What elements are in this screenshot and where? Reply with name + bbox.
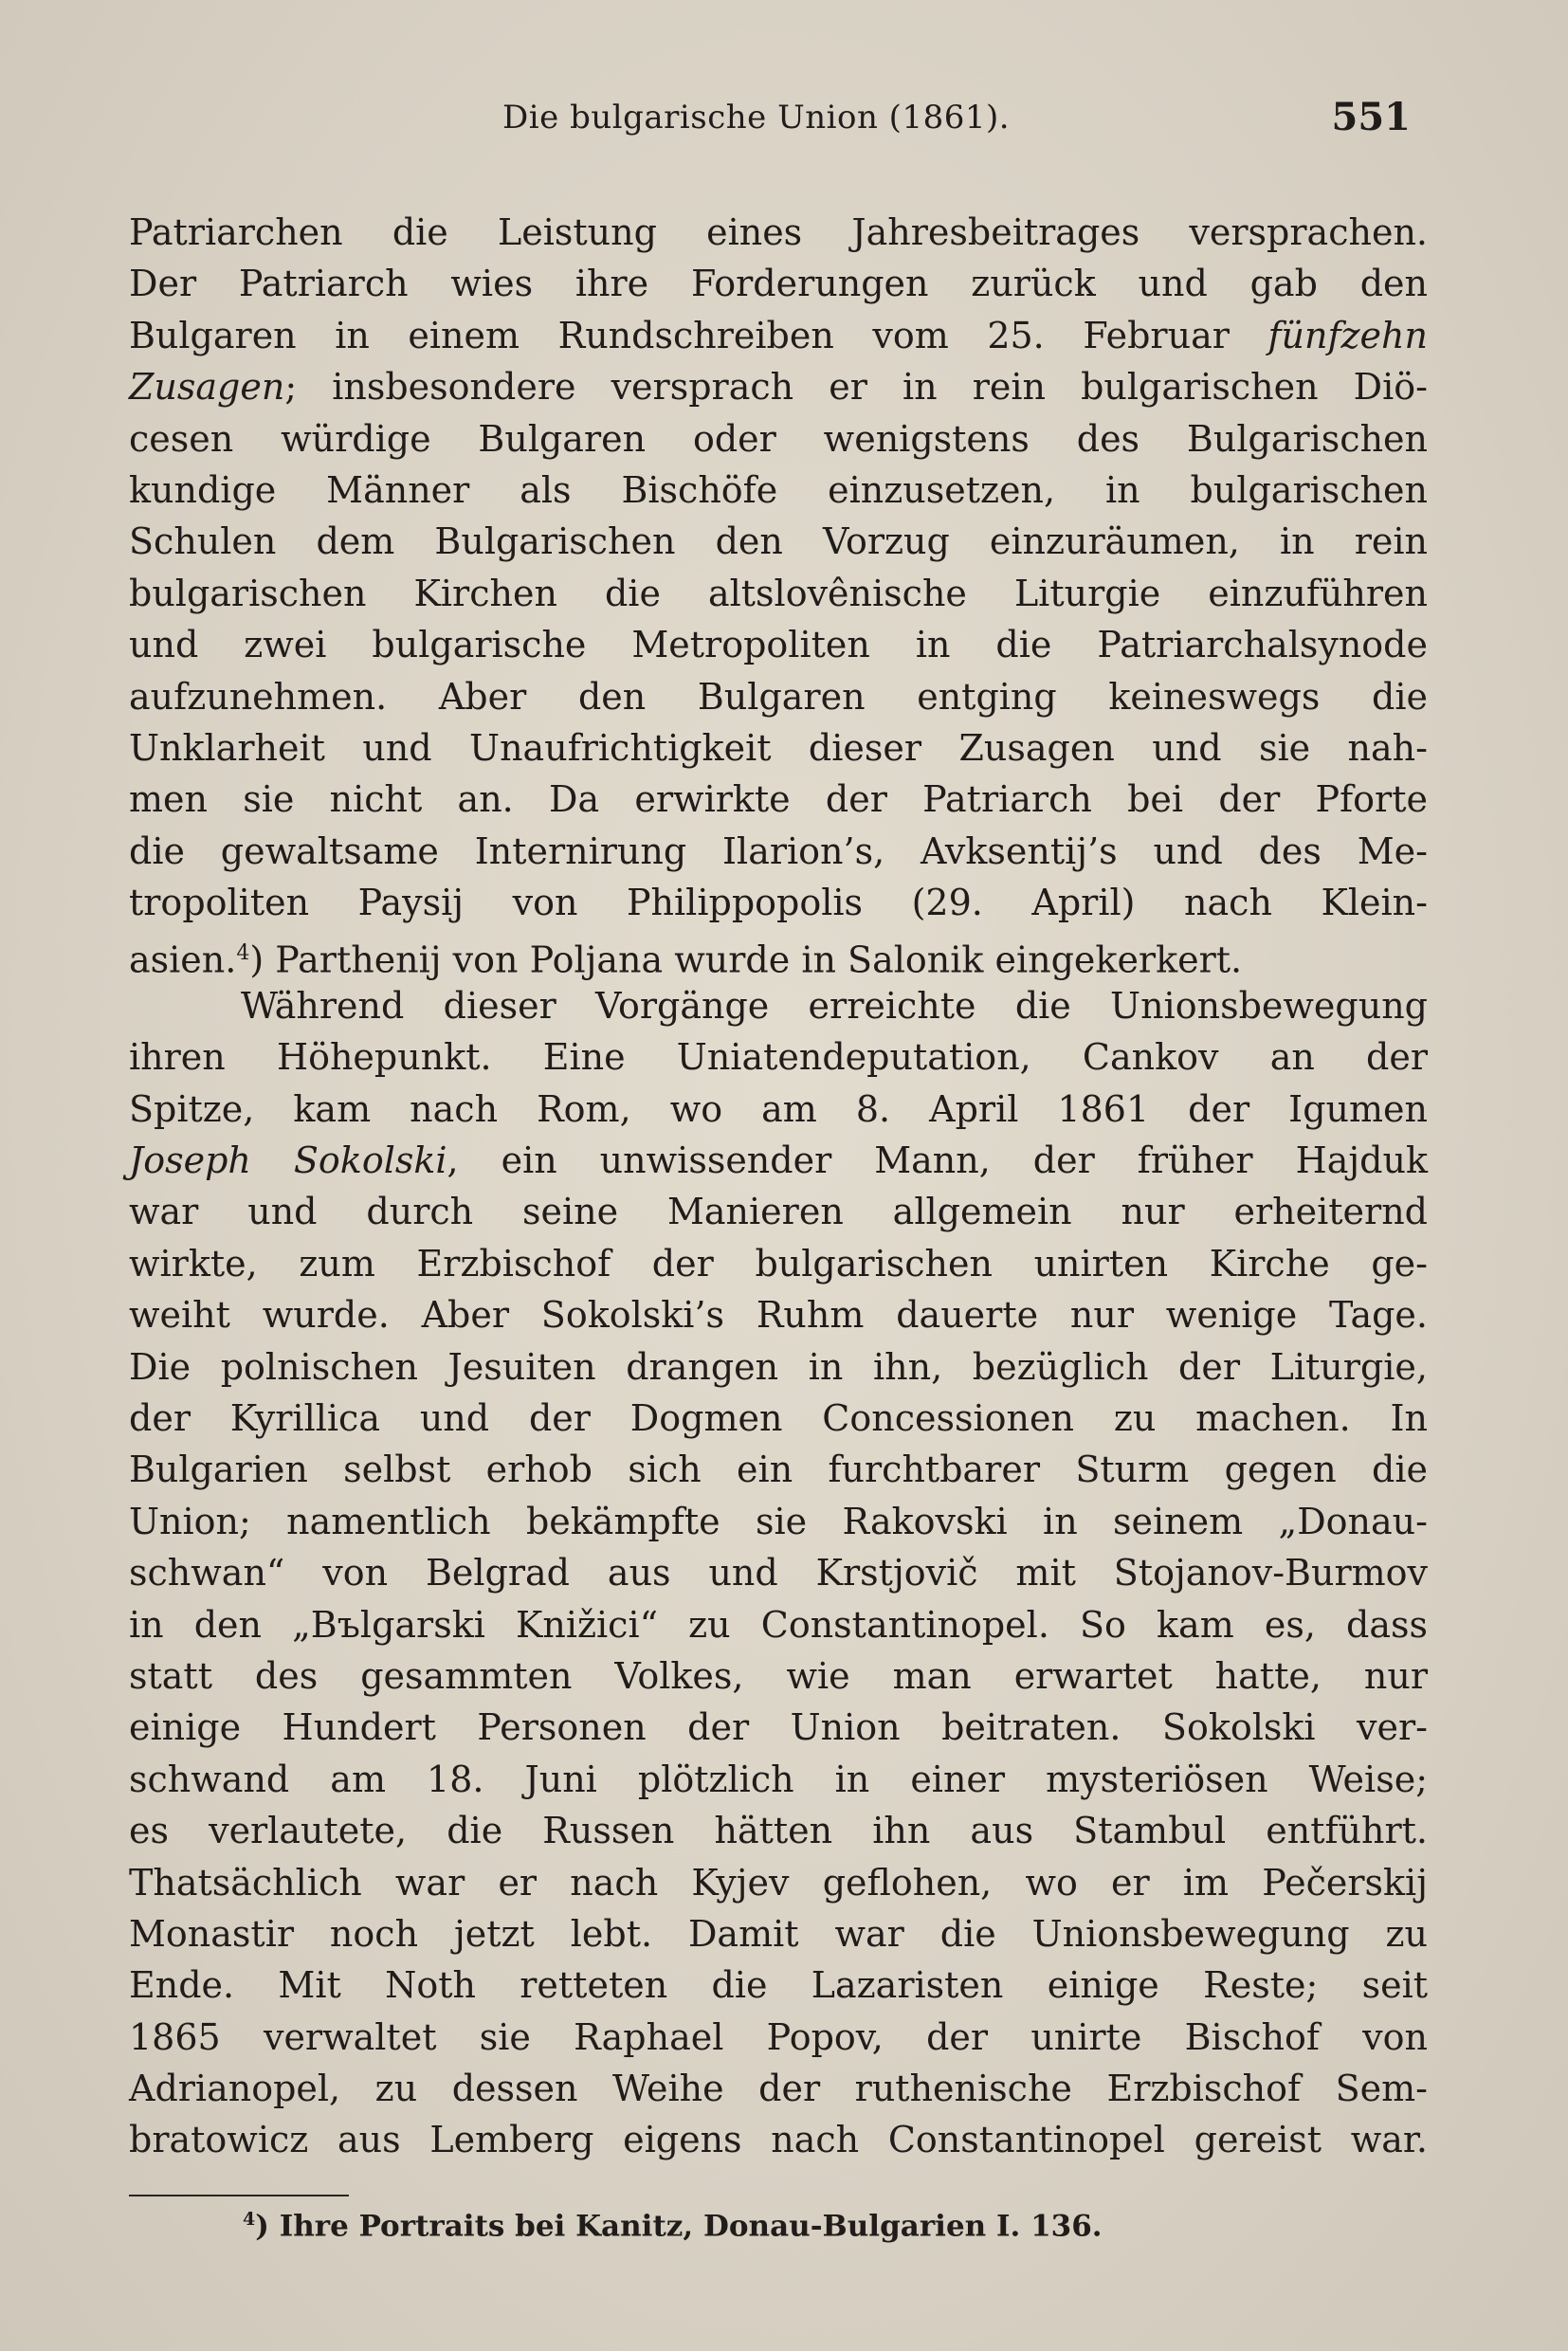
body-text bbox=[129, 207, 1428, 2166]
text-line: bulgarischen Kirchen die altslovênische Liturgie einzuführen bbox=[129, 572, 1428, 614]
text-line: Schulen dem Bulgarischen den Vorzug einzuräumen, in rein bbox=[129, 520, 1428, 563]
text-line: in den „Bъlgarski Knižici“ zu Constantinopel. So kam es, dass bbox=[129, 1603, 1428, 1646]
text-line: und zwei bulgarische Metropoliten in die Patriarchalsynode bbox=[129, 624, 1428, 666]
text-line: der Kyrillica und der Dogmen Concessionen zu machen. In bbox=[129, 1396, 1428, 1439]
text-line: statt des gesammten Volkes, wie man erwartet hatte, nur bbox=[129, 1654, 1428, 1697]
text-line: Der Patriarch wies ihre Forderungen zurück und gab den bbox=[129, 263, 1428, 305]
italic-text: Zusagen bbox=[129, 366, 285, 409]
text-line: 1865 verwaltet sie Raphael Popov, der unirte Bischof von bbox=[129, 2015, 1428, 2058]
text-line: Die polnischen Jesuiten drangen in ihn, bezüglich der Liturgie, bbox=[129, 1345, 1428, 1388]
footnote-reference: 4 bbox=[236, 941, 250, 966]
text-line: Zusagen; insbesondere versprach er in rein bulgarischen Diö- bbox=[129, 366, 1428, 409]
text-line: kundige Männer als Bischöfe einzusetzen, in bulgarischen bbox=[129, 468, 1428, 511]
text-line: es verlautete, die Russen hätten ihn aus Stambul entführt. bbox=[129, 1810, 1428, 1852]
text-line: einige Hundert Personen der Union beitraten. Sokolski ver- bbox=[129, 1706, 1428, 1749]
footnote-text: ) Ihre Portraits bei Kanitz, Donau-Bulgarien I. 136. bbox=[255, 2209, 1103, 2244]
text-line: weiht wurde. Aber Sokolski’s Ruhm dauerte nur wenige Tage. bbox=[129, 1294, 1428, 1337]
text-line: men sie nicht an. Da erwirkte der Patriarch bei der Pforte bbox=[129, 778, 1428, 821]
italic-text: fünfzehn bbox=[1267, 314, 1428, 356]
text-line: Thatsächlich war er nach Kyjev geflohen, wo er im Pečerskij bbox=[129, 1861, 1428, 1904]
text-line: Während dieser Vorgänge erreichte die Unionsbewegung bbox=[241, 984, 1428, 1027]
text-line: Spitze, kam nach Rom, wo am 8. April 1861 der Igumen bbox=[129, 1087, 1428, 1130]
text-line: Patriarchen die Leistung eines Jahresbeitrages versprachen. bbox=[129, 211, 1428, 253]
text-line: Adrianopel, zu dessen Weihe der ruthenische Erzbischof Sem- bbox=[129, 2068, 1428, 2110]
text-line: ihren Höhepunkt. Eine Uniatendeputation, Cankov an der bbox=[129, 1036, 1428, 1079]
text-line: Union; namentlich bekämpfte sie Rakovski in seinem „Donau- bbox=[129, 1500, 1428, 1542]
text-line: schwan“ von Belgrad aus und Krstjovič mit Stojanov-Burmov bbox=[129, 1552, 1428, 1595]
text-line: Monastir noch jetzt lebt. Damit war die Unionsbewegung zu bbox=[129, 1912, 1428, 1955]
footnote-divider bbox=[129, 2195, 349, 2196]
text-line: schwand am 18. Juni plötzlich in einer mysteriösen Weise; bbox=[129, 1758, 1428, 1800]
italic-text: Joseph Sokolski bbox=[129, 1139, 447, 1182]
text-line: Bulgarien selbst erhob sich ein furchtbarer Sturm gegen die bbox=[129, 1449, 1428, 1491]
text-line: Bulgaren in einem Rundschreiben vom 25. Februar fünfzehn bbox=[129, 314, 1428, 356]
footnote bbox=[243, 2209, 1103, 2243]
text-line: die gewaltsame Internirung Ilarion’s, Avksentij’s und des Me- bbox=[129, 829, 1428, 872]
text-line: asien.$^4$) Parthenij von Poljana wurde in Salonik eingekerkert. bbox=[129, 939, 1243, 982]
footnote-marker: 4 bbox=[243, 2209, 256, 2230]
text-line: cesen würdige Bulgaren oder wenigstens des Bulgarischen bbox=[129, 417, 1428, 460]
text-line: bratowicz aus Lemberg eigens nach Constantinopel gereist war. bbox=[129, 2119, 1428, 2161]
page-number: 551 bbox=[1331, 95, 1411, 139]
text-line: wirkte, zum Erzbischof der bulgarischen unirten Kirche ge- bbox=[129, 1242, 1428, 1285]
text-line: aufzunehmen. Aber den Bulgaren entging keineswegs die bbox=[129, 675, 1428, 718]
text-line: tropoliten Paysij von Philippopolis (29. April) nach Klein- bbox=[129, 882, 1428, 924]
page-header bbox=[0, 95, 1568, 152]
text-line: Ende. Mit Noth retteten die Lazaristen einige Reste; seit bbox=[129, 1964, 1428, 2007]
text-line: Joseph Sokolski, ein unwissender Mann, der früher Hajduk bbox=[129, 1139, 1428, 1182]
running-title: Die bulgarische Union (1861). bbox=[502, 99, 1011, 137]
text-line: Unklarheit und Unaufrichtigkeit dieser Zusagen und sie nah- bbox=[129, 726, 1428, 769]
text-line: war und durch seine Manieren allgemein nur erheiternd bbox=[129, 1191, 1428, 1233]
